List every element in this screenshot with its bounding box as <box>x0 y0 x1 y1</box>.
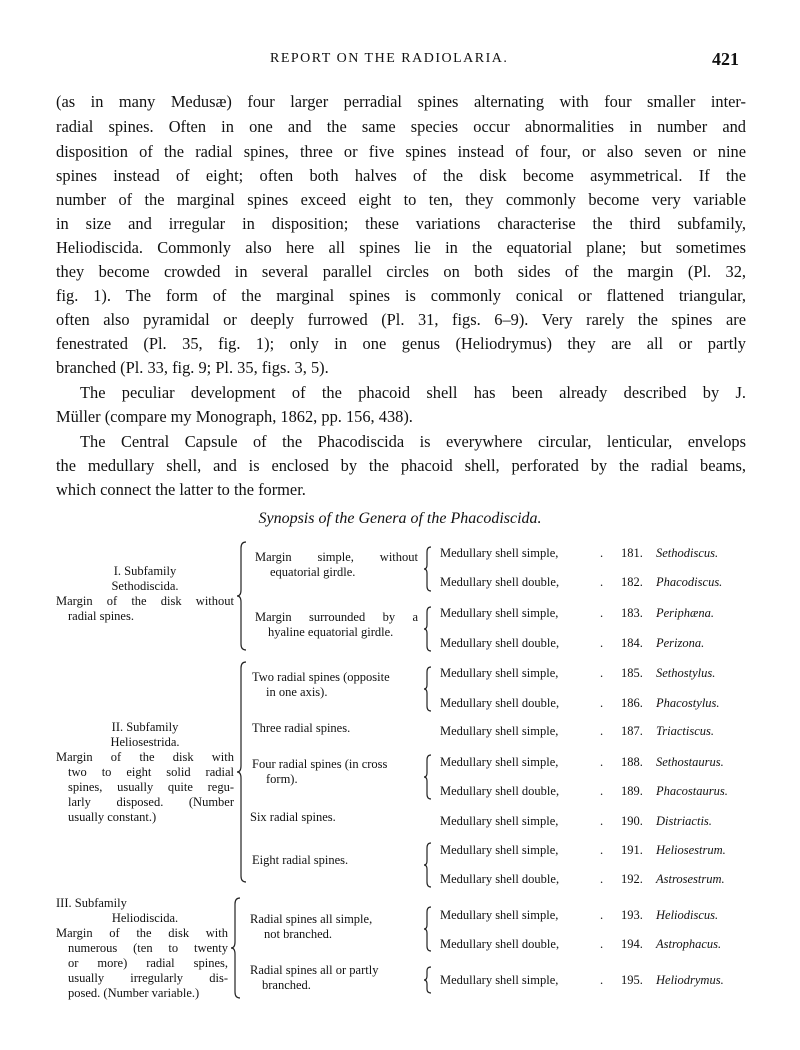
body-line: (as in many Medusæ) four larger perradial spines alternating with four smaller inter- <box>56 92 746 111</box>
genus-number: 188. <box>621 755 643 769</box>
subfamily-desc: Margin of the disk without <box>56 594 234 608</box>
genus-name: Triactiscus. <box>656 724 714 738</box>
leader-dot: . <box>600 606 606 620</box>
group-label: equatorial girdle. <box>270 565 356 579</box>
brace-subfamily-2 <box>236 660 248 884</box>
body-line: radial spines. Often in one and the same species occur abnormalities in number and <box>56 117 746 136</box>
body-line: branched (Pl. 33, fig. 9; Pl. 35, figs. 3, 5). <box>56 358 329 377</box>
subfamily-desc: usually irregularly dis- <box>68 971 228 985</box>
leader-dot: . <box>600 973 606 987</box>
group-label: form). <box>266 772 298 786</box>
synopsis-title: Synopsis of the Genera of the Phacodiscida. <box>258 510 542 527</box>
genus-name: Heliosestrum. <box>656 843 726 857</box>
genus-shell: Medullary shell simple, <box>440 814 559 828</box>
genus-shell: Medullary shell simple, <box>440 973 559 987</box>
subfamily-desc: numerous (ten to twenty <box>68 941 228 955</box>
body-line: in size and irregular in disposition; these variations characterise the third subfamily, <box>56 214 746 233</box>
brace-group <box>423 666 433 712</box>
leader-dot: . <box>600 843 606 857</box>
body-line: The peculiar development of the phacoid shell has been already described by J. <box>80 383 746 402</box>
genus-name: Periphæna. <box>656 606 714 620</box>
leader-dot: . <box>600 666 606 680</box>
genus-shell: Medullary shell simple, <box>440 755 559 769</box>
brace-group <box>423 546 433 592</box>
group-label: Four radial spines (in cross <box>252 757 388 771</box>
genus-number: 187. <box>621 724 643 738</box>
subfamily-heading: II. Subfamily <box>111 720 179 734</box>
genus-shell: Medullary shell double, <box>440 696 560 710</box>
genus-name: Distriactis. <box>656 814 712 828</box>
subfamily-desc: posed. (Number variable.) <box>68 986 200 1000</box>
genus-number: 192. <box>621 872 643 886</box>
group-label: Two radial spines (opposite <box>252 670 390 684</box>
running-head <box>0 45 800 75</box>
genus-shell: Medullary shell double, <box>440 636 560 650</box>
leader-dot: . <box>600 636 606 650</box>
subfamily-name: Heliodiscida. <box>111 911 179 925</box>
genus-shell: Medullary shell simple, <box>440 724 559 738</box>
genus-shell: Medullary shell simple, <box>440 606 559 620</box>
body-line: they become crowded in several parallel circles on both sides of the margin (Pl. 32, <box>56 262 746 281</box>
subfamily-desc: or more) radial spines, <box>68 956 228 970</box>
subfamily-name: Heliosestrida. <box>110 735 180 749</box>
subfamily-name: Sethodiscida. <box>111 579 179 593</box>
leader-dot: . <box>600 814 606 828</box>
running-title: REPORT ON THE RADIOLARIA. <box>270 51 509 66</box>
page-number: 421 <box>712 49 739 69</box>
genus-name: Astrosestrum. <box>656 872 725 886</box>
group-label: Six radial spines. <box>250 810 336 824</box>
genus-name: Heliodiscus. <box>656 908 719 922</box>
genus-number: 190. <box>621 814 643 828</box>
genus-shell: Medullary shell simple, <box>440 843 559 857</box>
genus-name: Perizona. <box>656 636 705 650</box>
genus-number: 194. <box>621 937 643 951</box>
body-line: Müller (compare my Monograph, 1862, pp. 156, 438). <box>56 407 413 426</box>
group-label: Three radial spines. <box>252 721 351 735</box>
group-label: Margin simple, without <box>255 550 418 564</box>
genus-shell: Medullary shell double, <box>440 872 560 886</box>
genus-number: 193. <box>621 908 643 922</box>
subfamily-heading: III. Subfamily <box>56 896 127 910</box>
genus-name: Phacostaurus. <box>656 784 728 798</box>
subfamily-desc: spines, usually quite regu- <box>68 780 234 794</box>
genus-name: Astrophacus. <box>656 937 722 951</box>
group-label: branched. <box>262 978 311 992</box>
subfamily-desc: radial spines. <box>68 609 134 623</box>
brace-group <box>423 842 433 888</box>
subfamily-desc: larly disposed. (Number <box>68 795 234 809</box>
brace-subfamily-1 <box>236 540 248 652</box>
body-line: which connect the latter to the former. <box>56 480 306 499</box>
brace-group <box>423 606 433 652</box>
genus-name: Sethostaurus. <box>656 755 724 769</box>
genus-number: 182. <box>621 575 643 589</box>
brace-group <box>423 754 433 800</box>
subfamily-heading: I. Subfamily <box>113 564 177 578</box>
body-line: disposition of the radial spines, three or five spines instead of four, or also seven or nine <box>56 142 746 161</box>
genus-shell: Medullary shell double, <box>440 937 560 951</box>
genus-number: 186. <box>621 696 643 710</box>
subfamily-desc: usually constant.) <box>68 810 157 824</box>
leader-dot: . <box>600 908 606 922</box>
brace-group <box>423 906 433 952</box>
group-label: hyaline equatorial girdle. <box>268 625 394 639</box>
body-line: Heliodiscida. Commonly also here all spines lie in the equatorial plane; but sometimes <box>56 238 746 257</box>
genus-name: Sethostylus. <box>656 666 716 680</box>
genus-name: Heliodrymus. <box>656 973 724 987</box>
genus-name: Phacodiscus. <box>656 575 723 589</box>
genus-name: Phacostylus. <box>656 696 720 710</box>
subfamily-desc: Margin of the disk with <box>56 926 228 940</box>
leader-dot: . <box>600 937 606 951</box>
leader-dot: . <box>600 755 606 769</box>
leader-dot: . <box>600 696 606 710</box>
genus-shell: Medullary shell simple, <box>440 908 559 922</box>
group-label: Eight radial spines. <box>252 853 349 867</box>
genus-number: 183. <box>621 606 643 620</box>
group-label: Radial spines all simple, <box>250 912 373 926</box>
leader-dot: . <box>600 784 606 798</box>
genus-number: 181. <box>621 546 643 560</box>
leader-dot: . <box>600 575 606 589</box>
body-line: spines instead of eight; often both halves of the disk become asymmetrical. If the <box>56 166 746 185</box>
body-line: number of the marginal spines exceed eight to ten, they commonly become very variable <box>56 190 746 209</box>
leader-dot: . <box>600 724 606 738</box>
group-label: Radial spines all or partly <box>250 963 379 977</box>
genus-number: 191. <box>621 843 643 857</box>
genus-shell: Medullary shell double, <box>440 575 560 589</box>
genus-shell: Medullary shell double, <box>440 784 560 798</box>
body-line: often also pyramidal or deeply furrowed (Pl. 31, figs. 6–9). Very rarely the spines are <box>56 310 746 329</box>
leader-dot: . <box>600 546 606 560</box>
group-label: Margin surrounded by a <box>255 610 418 624</box>
brace-subfamily-3 <box>230 896 242 1000</box>
genus-shell: Medullary shell simple, <box>440 546 559 560</box>
group-label: in one axis). <box>266 685 328 699</box>
genus-number: 184. <box>621 636 643 650</box>
genus-number: 189. <box>621 784 643 798</box>
body-line: The Central Capsule of the Phacodiscida is everywhere circular, lenticular, envelops <box>80 432 746 451</box>
genus-name: Sethodiscus. <box>656 546 719 560</box>
leader-dot: . <box>600 872 606 886</box>
genus-number: 185. <box>621 666 643 680</box>
body-line: fig. 1). The form of the marginal spines is commonly conical or flattened triangular, <box>56 286 746 305</box>
brace-group <box>423 966 433 994</box>
genus-shell: Medullary shell simple, <box>440 666 559 680</box>
group-label: not branched. <box>264 927 333 941</box>
subfamily-desc: Margin of the disk with <box>56 750 234 764</box>
body-line: the medullary shell, and is enclosed by the phacoid shell, perforated by the radial beams, <box>56 456 746 475</box>
body-line: fenestrated (Pl. 35, fig. 1); only in one genus (Heliodrymus) they are all or partly <box>56 334 746 353</box>
subfamily-desc: two to eight solid radial <box>68 765 234 779</box>
genus-number: 195. <box>621 973 643 987</box>
